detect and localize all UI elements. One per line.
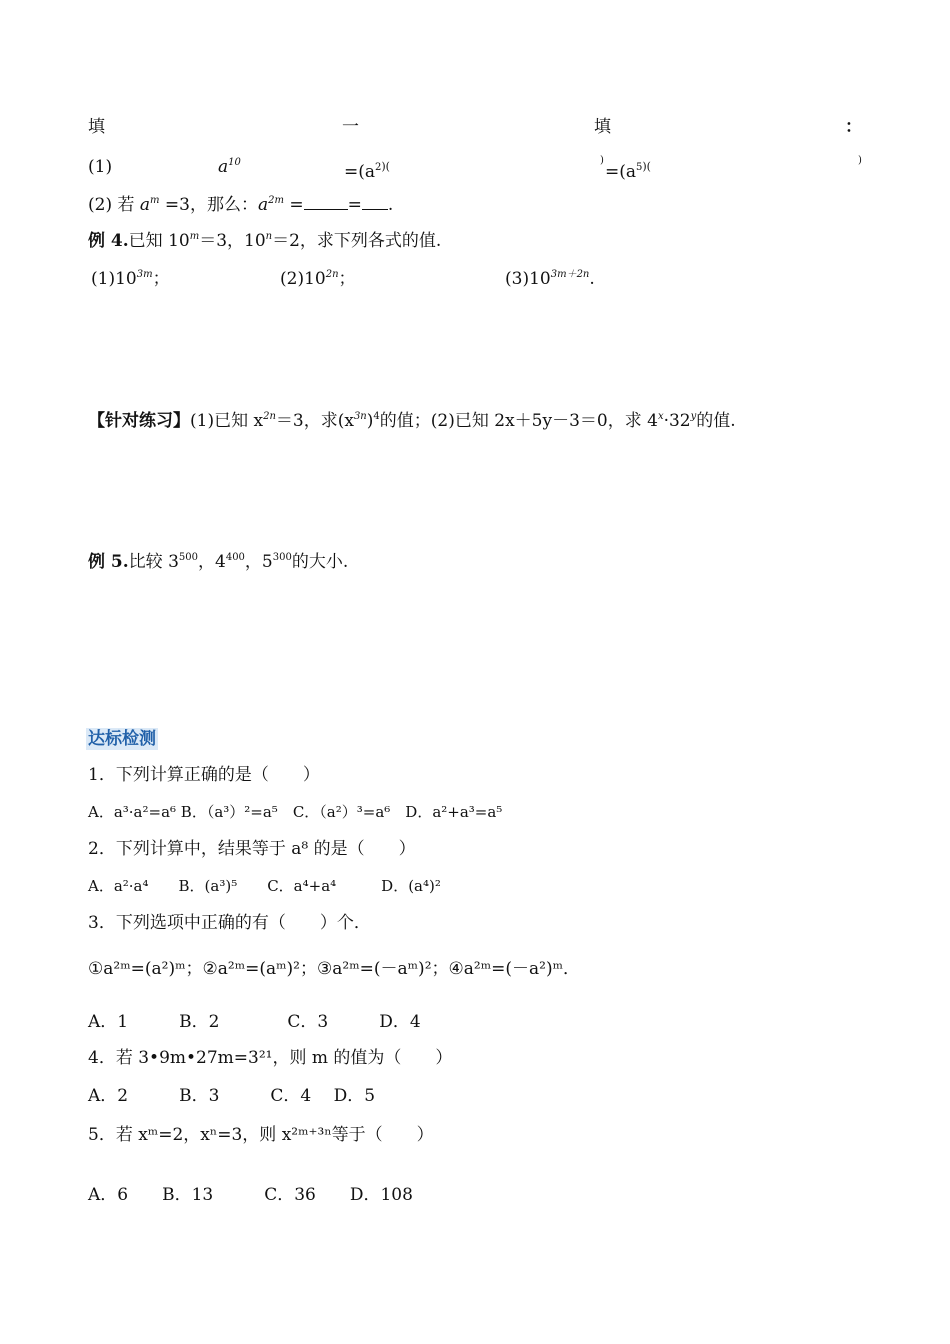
q1-close: ) — [600, 155, 604, 166]
q1-close2: ) — [858, 155, 862, 166]
practice-line: 【针对练习】(1)已知 $x^{2n}=3$，求$(x^{3n})^4$的值；(2)已知 2x＋5y－3＝0，求 $4^x\cdot 32^y$的值. — [88, 411, 736, 431]
fill-heading-colon: ： — [845, 117, 862, 137]
question-5-stem: 5．若 xᵐ=2，xⁿ=3，则 x²ᵐ⁺³ⁿ等于（ ） — [88, 1125, 434, 1145]
question-2-stem: 2．下列计算中，结果等于 a⁸ 的是（ ） — [88, 839, 416, 859]
fill-heading-char-3: 填 — [594, 117, 611, 137]
fill-heading-char-2: 一 — [342, 117, 359, 137]
example-5: 例 5.比较 $3^{500}$，$4^{400}$，$5^{300}$的大小. — [88, 552, 349, 572]
q1-eq1: $=(a^{2)(}$ — [344, 160, 390, 182]
question-1-stem: 1．下列计算正确的是（ ） — [88, 765, 320, 785]
q1-lhs: $a^{10}$ — [218, 157, 241, 177]
q2-blank-2[interactable] — [362, 195, 388, 210]
question-5-options: A．6 B．13 C．36 D．108 — [88, 1185, 413, 1205]
question-2-options: A．a²·a⁴ B．(a³)⁵ C．a⁴+a⁴ D．(a⁴)² — [88, 877, 441, 895]
question-1-options: A．a³·a²=a⁶ B．（a³）²=a⁵ C．（a²）³=a⁶ D．a²+a³=a⁵ — [88, 803, 503, 821]
q2-line: (2) 若 $a^m =3$，那么：$a^{2m}$ = = . — [88, 195, 394, 215]
q1-label: (1) — [88, 157, 113, 177]
example-4-part-2: $(2)10^{2n}$； — [280, 269, 356, 289]
fill-heading-char-1: 填 — [88, 117, 105, 137]
question-3-stem: 3．下列选项中正确的有（ ）个． — [88, 913, 371, 933]
question-4-options: A．2 B．3 C．4 D．5 — [88, 1086, 376, 1106]
question-3-statements: ①a²ᵐ=(a²)ᵐ；②a²ᵐ=(aᵐ)²；③a²ᵐ=(－aᵐ)²；④a²ᵐ=(－a²)ᵐ． — [88, 959, 581, 979]
section-title: 达标检测 — [88, 729, 156, 749]
q1-eq2: $=(a^{5)(}$ — [605, 160, 651, 182]
example-4: 例 4.已知 $10^m=3$，$10^n=2$，求下列各式的值. — [88, 231, 442, 251]
q2-blank-1[interactable] — [304, 195, 348, 210]
example-4-part-3: $(3)10^{3m+2n}$. — [505, 269, 595, 289]
question-3-options: A．1 B．2 C．3 D．4 — [88, 1012, 421, 1032]
example-4-part-1: $(1)10^{3m}$； — [91, 269, 170, 289]
question-4-stem: 4．若 3•9m•27m=3²¹，则 m 的值为（ ） — [88, 1048, 453, 1068]
